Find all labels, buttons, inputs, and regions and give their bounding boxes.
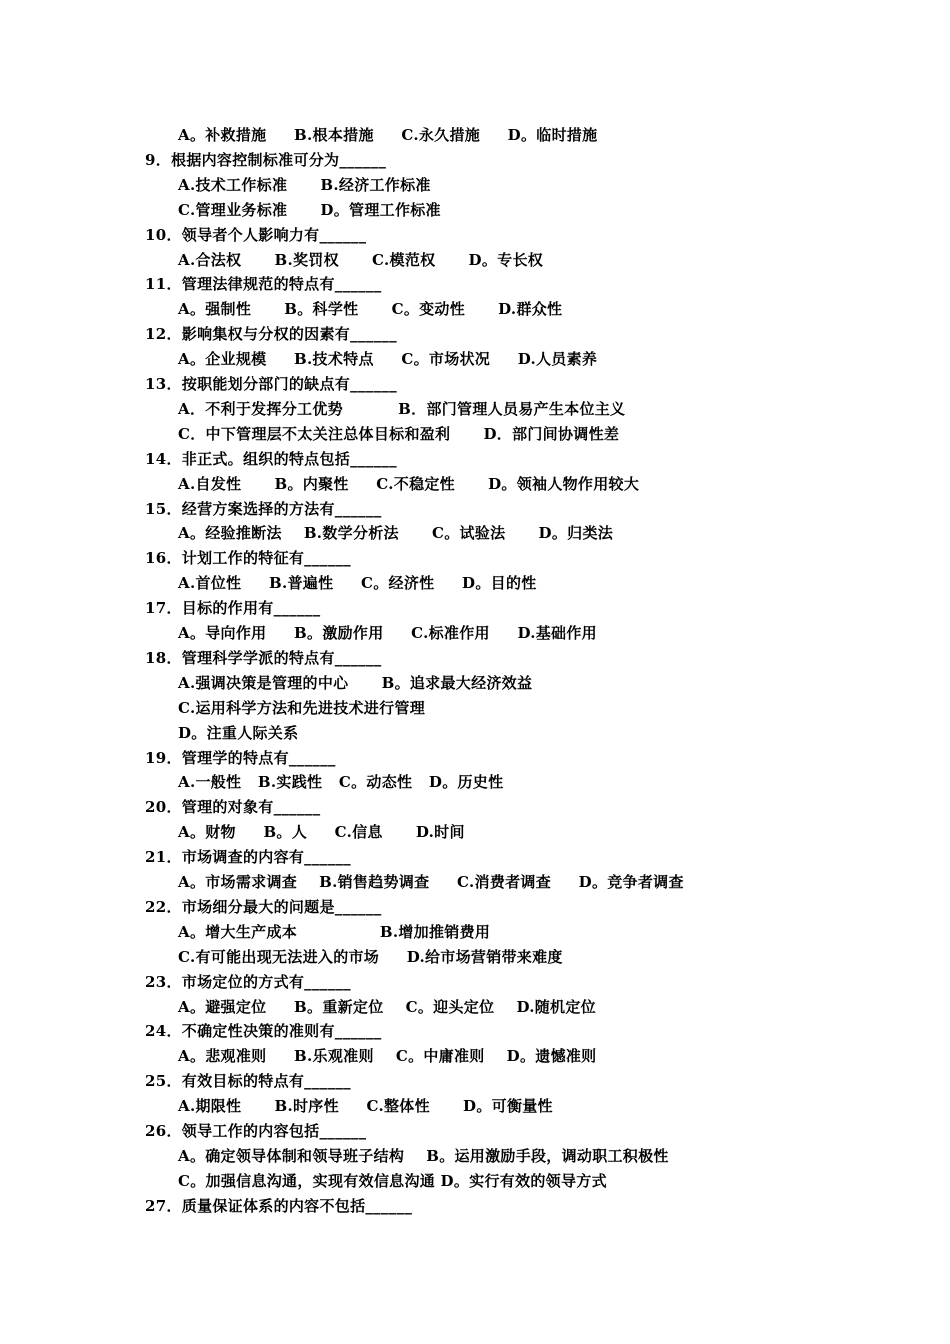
options-line: C.有可能出现无法进入的市场 D.给市场营销带来难度 bbox=[178, 947, 563, 966]
options-line: A。经验推断法 B.数学分析法 C。试验法 D。归类法 bbox=[178, 524, 614, 543]
options-line: A。避强定位 B。重新定位 C。迎头定位 D.随机定位 bbox=[178, 997, 596, 1016]
question-line: 15．经营方案选择的方法有______ bbox=[145, 499, 382, 518]
options-line: A.自发性 B。内聚性 C.不稳定性 D。领袖人物作用较大 bbox=[178, 474, 640, 493]
question-line: 26．领导工作的内容包括______ bbox=[145, 1122, 367, 1140]
options-line: A。导向作用 B。激励作用 C.标准作用 D.基础作用 bbox=[178, 624, 597, 642]
question-line: 19．管理学的特点有______ bbox=[145, 748, 336, 767]
options-line: A.一般性 B.实践性 C。动态性 D。历史性 bbox=[178, 773, 504, 792]
question-line: 9．根据内容控制标准可分为______ bbox=[145, 150, 387, 169]
question-line: 24．不确定性决策的准则有______ bbox=[145, 1022, 382, 1041]
question-line: 10．领导者个人影响力有______ bbox=[145, 225, 367, 244]
question-line: 18．管理科学学派的特点有______ bbox=[145, 648, 382, 667]
options-line: C。加强信息沟通，实现有效信息沟通 D。实行有效的领导方式 bbox=[178, 1171, 607, 1190]
question-line: 11．管理法律规范的特点有______ bbox=[145, 275, 382, 294]
question-line: 12．影响集权与分权的因素有______ bbox=[145, 325, 397, 344]
question-line: 27．质量保证体系的内容不包括______ bbox=[145, 1196, 413, 1215]
options-line: A.首位性 B.普遍性 C。经济性 D。目的性 bbox=[178, 574, 537, 593]
options-line: A。悲观准则 B.乐观准则 C。中庸准则 D。遗憾准则 bbox=[178, 1047, 597, 1066]
options-line: A。市场需求调查 B.销售趋势调查 C.消费者调查 D。竞争者调查 bbox=[178, 873, 684, 891]
options-line: A。增大生产成本 B.增加推销费用 bbox=[178, 922, 491, 941]
options-line: C．中下管理层不太关注总体目标和盈利 D．部门间协调性差 bbox=[178, 424, 620, 443]
question-line: 14．非正式。组织的特点包括______ bbox=[145, 449, 397, 468]
options-line: A.技术工作标准 B.经济工作标准 bbox=[178, 175, 431, 194]
options-line: D。注重人际关系 bbox=[178, 723, 299, 742]
options-line: A.期限性 B.时序性 C.整体性 D。可衡量性 bbox=[178, 1097, 553, 1116]
options-line: A。确定领导体制和领导班子结构 B。运用激励手段，调动职工积极性 bbox=[178, 1146, 669, 1165]
question-line: 20．管理的对象有______ bbox=[145, 798, 321, 817]
options-line: C.运用科学方法和先进技术进行管理 bbox=[178, 698, 425, 717]
question-line: 16．计划工作的特征有______ bbox=[145, 549, 351, 568]
options-line: A。强制性 B。科学性 C。变动性 D.群众性 bbox=[178, 300, 563, 319]
options-line: A。财物 B。人 C.信息 D.时间 bbox=[178, 823, 465, 842]
options-line: A.合法权 B.奖罚权 C.模范权 D。专长权 bbox=[178, 250, 544, 269]
options-line: A．不利于发挥分工优势 B．部门管理人员易产生本位主义 bbox=[178, 399, 626, 418]
question-line: 21．市场调查的内容有______ bbox=[145, 848, 351, 867]
options-line: C.管理业务标准 D。管理工作标准 bbox=[178, 200, 441, 219]
options-line: A。企业规模 B.技术特点 C。市场状况 D.人员素养 bbox=[178, 350, 598, 369]
question-line: 13．按职能划分部门的缺点有______ bbox=[145, 375, 397, 393]
question-line: 22．市场细分最大的问题是______ bbox=[145, 897, 382, 916]
options-line: A.强调决策是管理的中心 B。追求最大经济效益 bbox=[178, 673, 533, 692]
question-line: 25．有效目标的特点有______ bbox=[145, 1072, 351, 1091]
question-line: 23．市场定位的方式有______ bbox=[145, 972, 351, 991]
options-line: A。补救措施 B.根本措施 C.永久措施 D。临时措施 bbox=[178, 126, 598, 144]
question-line: 17．目标的作用有______ bbox=[145, 599, 321, 618]
